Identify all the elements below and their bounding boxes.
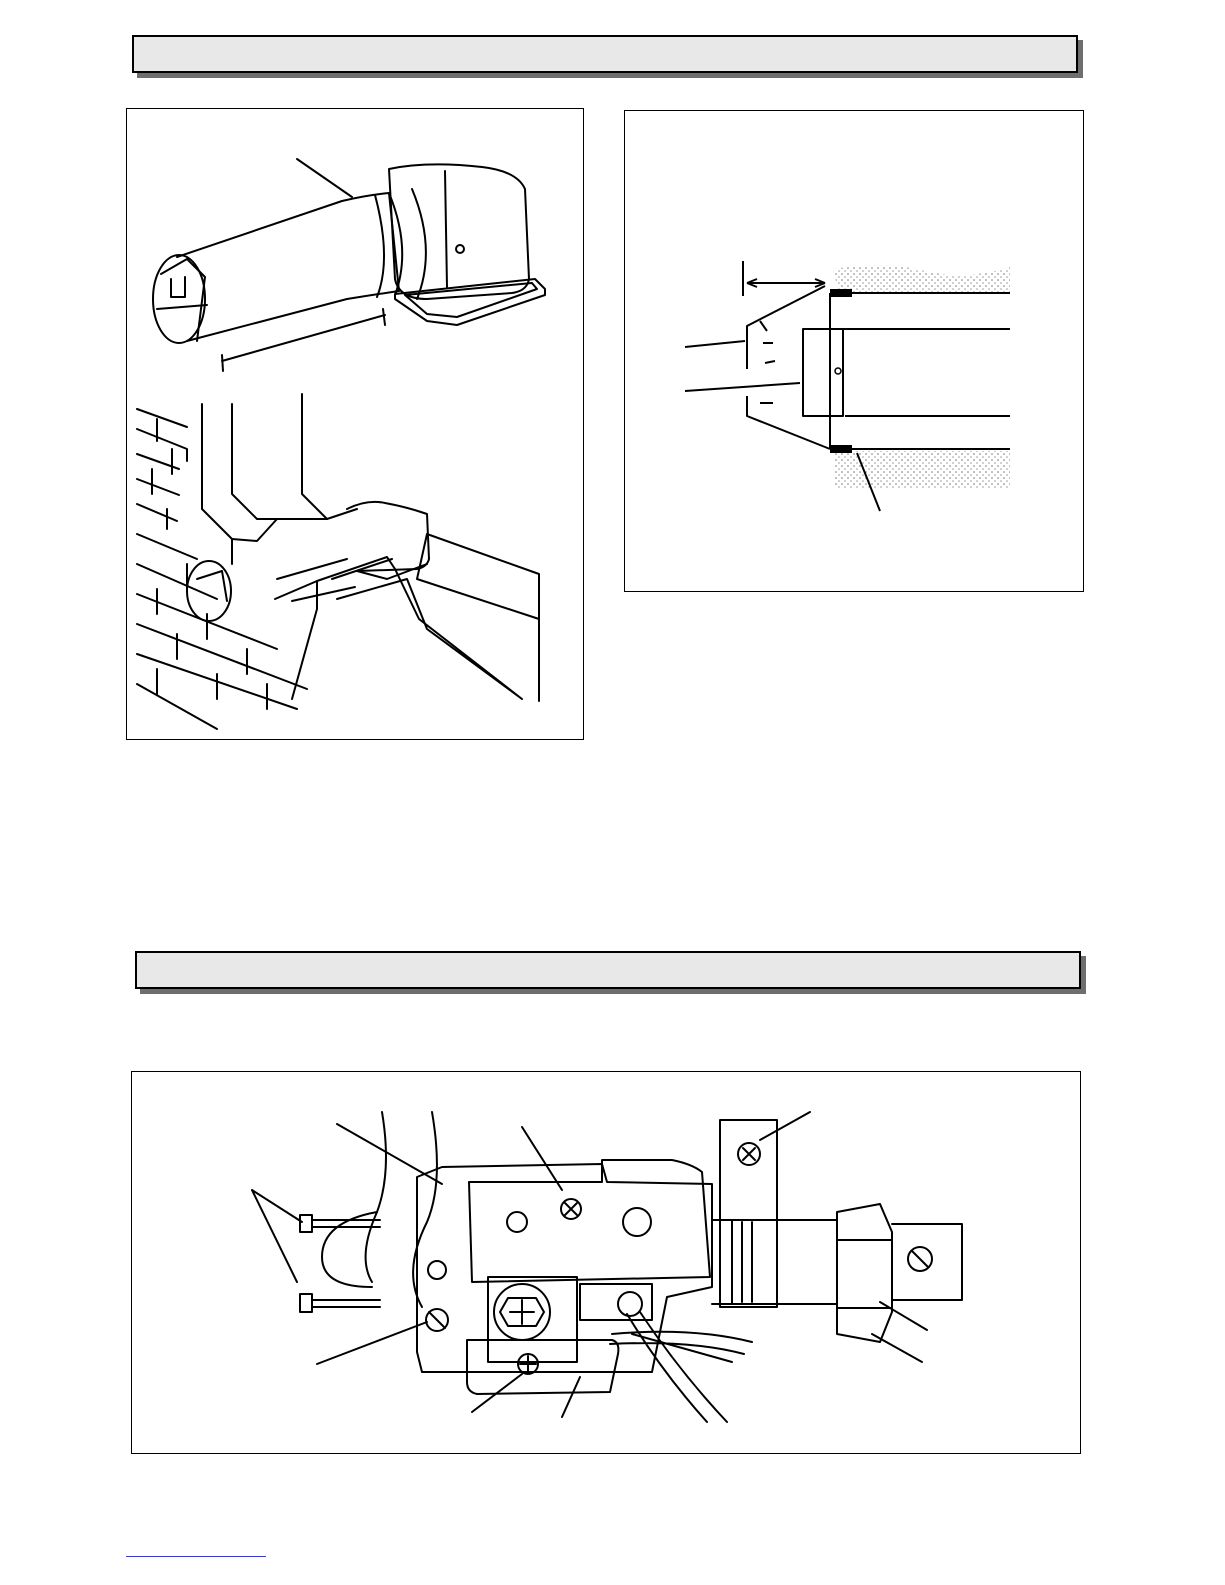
brick-courses (137, 409, 307, 729)
section-heading-bar-bottom (135, 951, 1081, 989)
regulator-cross (510, 1300, 534, 1324)
bracket-screw-slot (743, 1148, 755, 1160)
valve-bolt-upper (300, 1215, 380, 1232)
outlet-fitting (892, 1224, 962, 1300)
dimension-line (222, 309, 385, 371)
solenoid-mount-left (507, 1212, 527, 1232)
terminal-section-figure (624, 110, 1084, 592)
terminal-vanes (760, 321, 775, 403)
floor-boards (275, 557, 522, 699)
connector-cables (610, 1312, 752, 1422)
valve-bolt-lower (300, 1294, 380, 1312)
solenoid-mount-right (623, 1208, 651, 1236)
inlet-pipe (366, 1112, 437, 1307)
seal-lower (830, 445, 852, 453)
wall-section-upper (833, 265, 1010, 293)
inner-sleeve (803, 329, 843, 416)
casing-panel (357, 534, 539, 701)
test-point-upper (428, 1261, 446, 1279)
solenoid-housing (469, 1160, 710, 1282)
terminal-baffle (157, 305, 207, 309)
section-heading-bar-top (132, 35, 1078, 73)
terminal-section-drawing (625, 111, 1085, 593)
seal-upper (830, 289, 852, 297)
cable-gland (618, 1292, 642, 1316)
collar-ring (342, 193, 399, 299)
elbow-body (389, 164, 529, 299)
flue-terminal-drawing (127, 109, 585, 741)
regulator-housing (488, 1277, 577, 1362)
tube-walls (830, 293, 1010, 449)
solenoid-screw-slot (565, 1203, 577, 1215)
terminal-cone (747, 286, 830, 449)
sleeve-hole (835, 368, 841, 374)
elbow-screw-hole (456, 245, 464, 253)
union-nut-faces (837, 1240, 892, 1308)
outlet-thread (732, 1220, 752, 1304)
cover-plate (467, 1340, 618, 1394)
footer-link-underline[interactable] (126, 1556, 266, 1557)
outlet-pipe (712, 1220, 837, 1304)
gas-valve-drawing (132, 1072, 1082, 1455)
cover-plate-screw-cross (520, 1356, 536, 1372)
collar-ring-edge-3 (412, 189, 426, 299)
wall-section-lower (835, 451, 1010, 489)
test-point-slot (429, 1312, 445, 1328)
mounting-bracket (720, 1120, 777, 1307)
terminal-fins (161, 259, 205, 341)
elbow-seam (445, 171, 447, 287)
dimension-arrow (743, 261, 825, 296)
outlet-screw-slot (912, 1251, 928, 1267)
flue-terminal-figure (126, 108, 584, 740)
duct-verticals (202, 394, 327, 564)
base-plate-inner (405, 283, 537, 317)
union-nut (837, 1204, 892, 1342)
base-plate (395, 279, 545, 325)
collar-ring-edge-1 (375, 195, 384, 297)
leader-line-terminal (297, 159, 352, 197)
gas-valve-figure (131, 1071, 1081, 1454)
terminal-slot (171, 277, 185, 297)
